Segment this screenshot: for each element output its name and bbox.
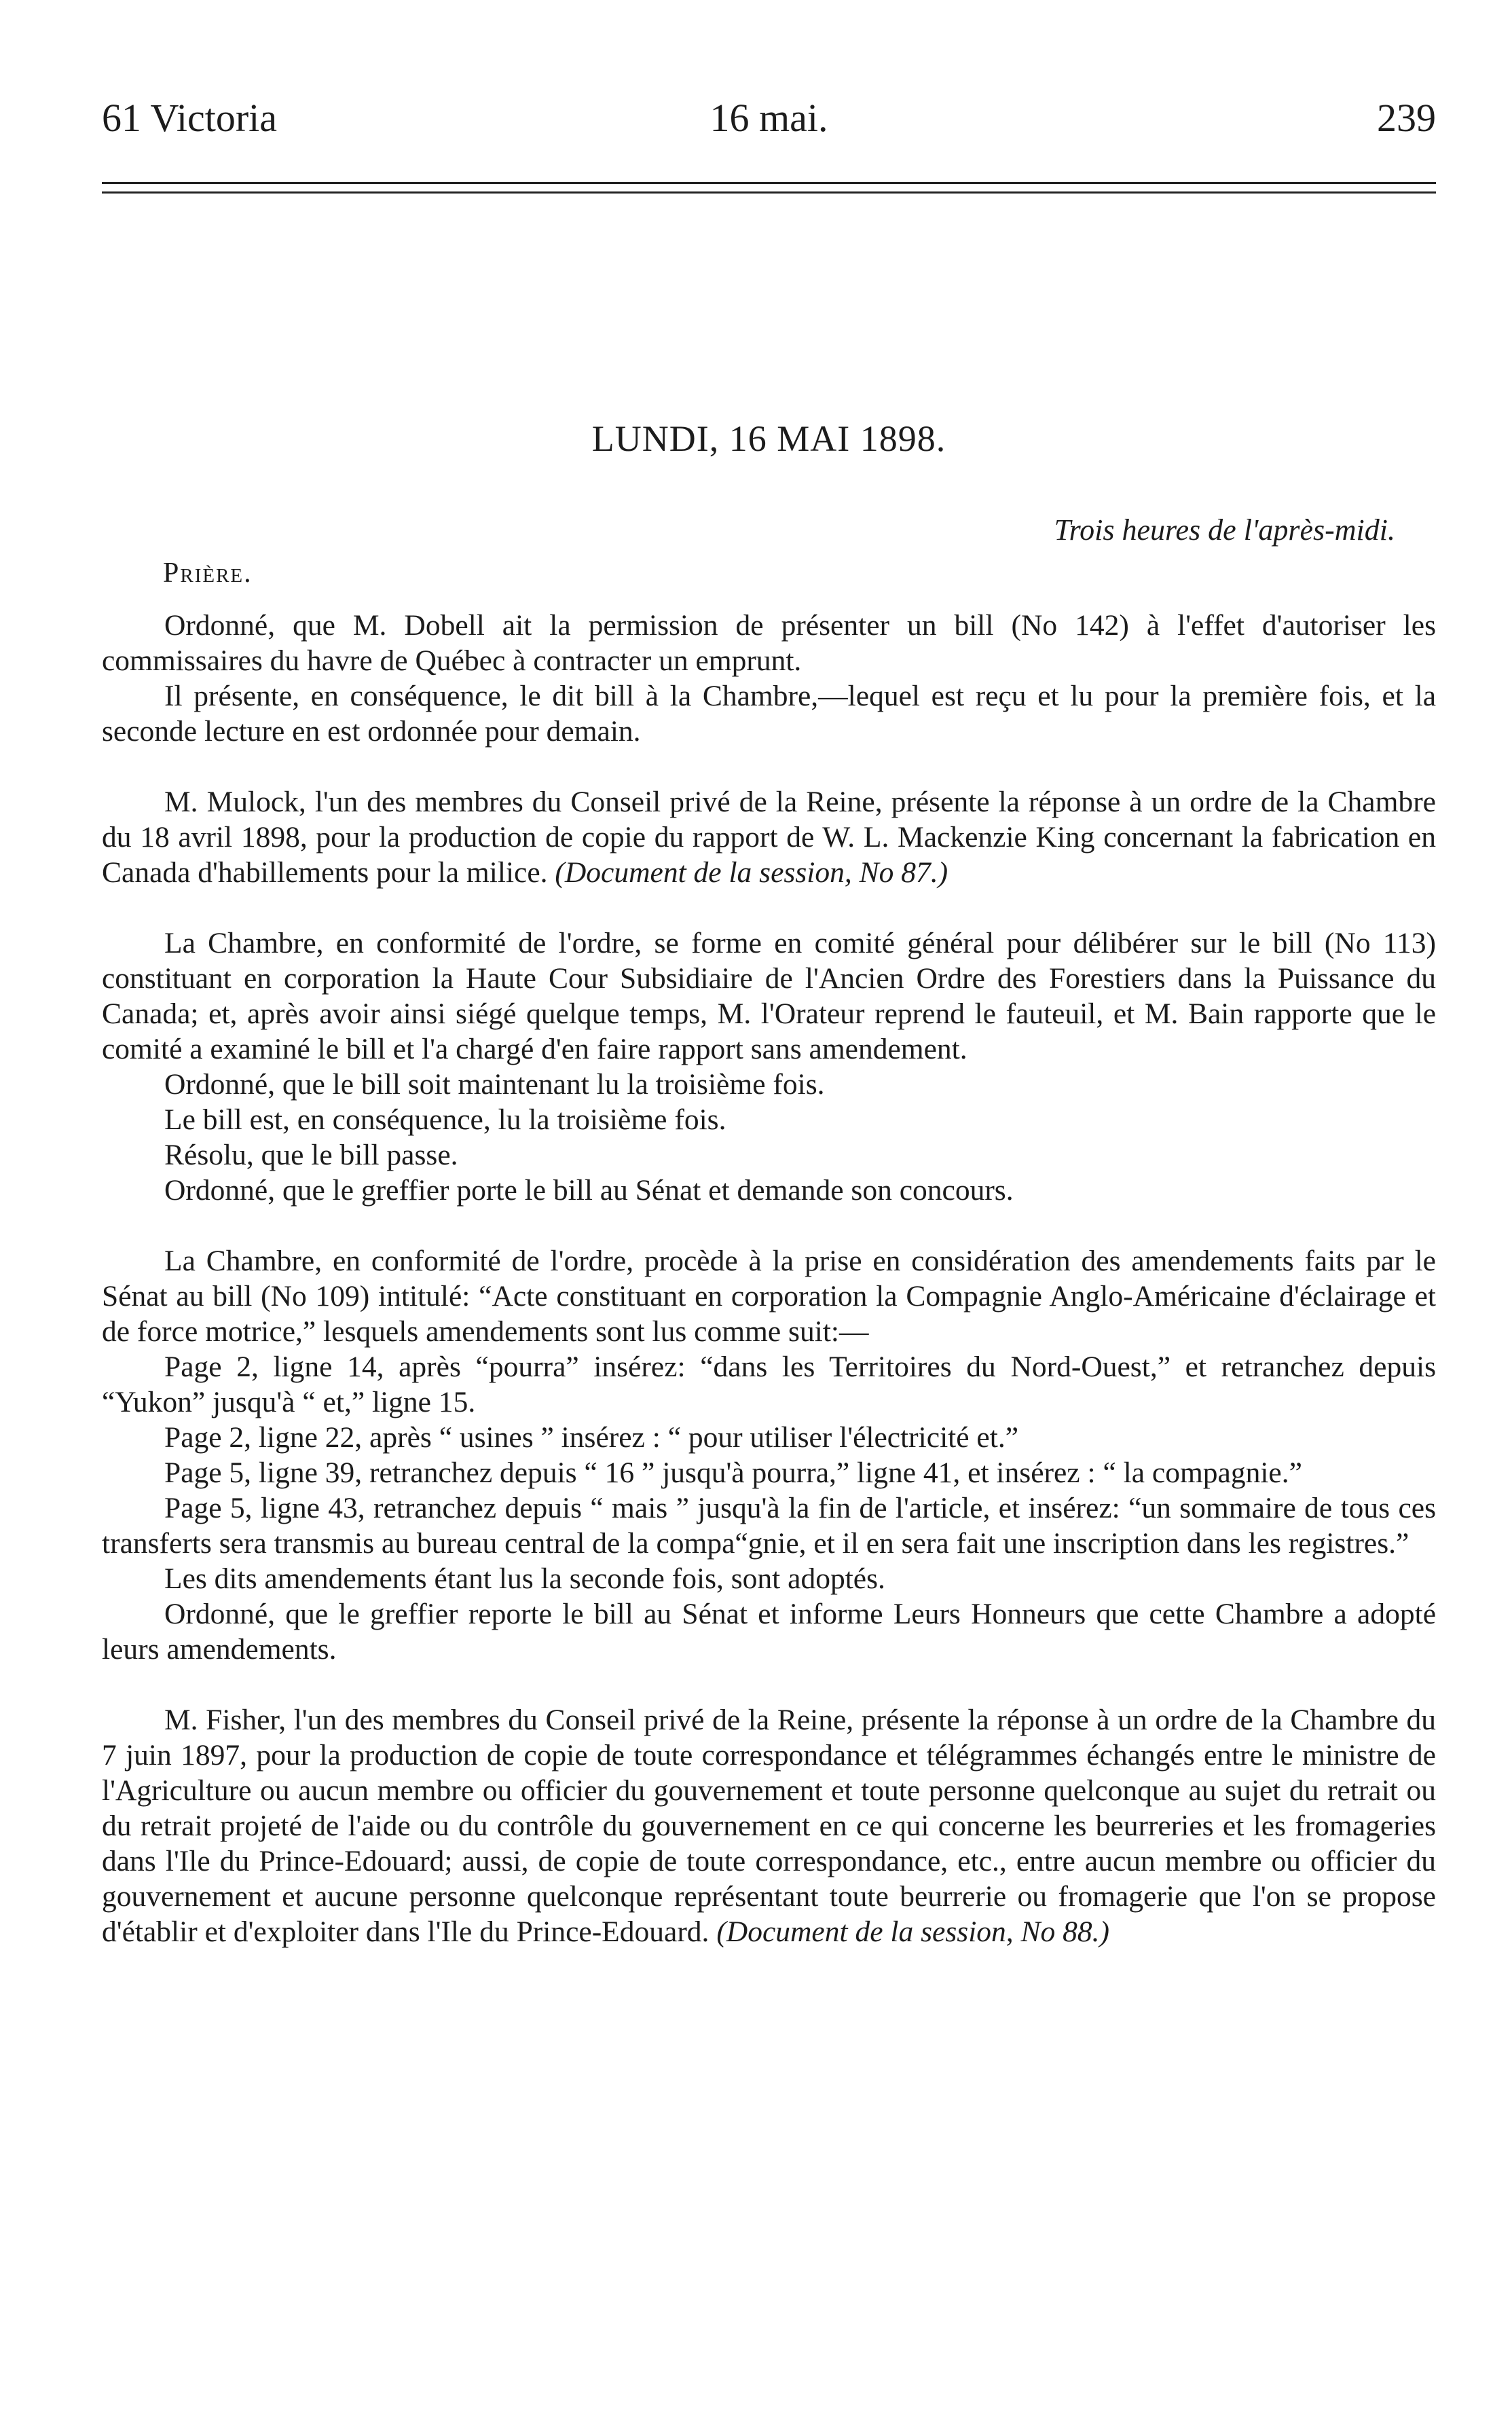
spacer (102, 890, 1436, 925)
sitting-date-title: LUNDI, 16 MAI 1898. (591, 418, 946, 459)
paragraph-mulock-return (102, 784, 1436, 890)
header-regnal-year: 61 Victoria (102, 96, 277, 140)
sessional-paper-ref-88: (Document de la session, No 88.) (716, 1915, 1110, 1948)
paragraph-senate-amendments: La Chambre, en conformité de l'ordre, procède à la prise en considération des amendements faits par le Sénat au bill (No 109) intitulé: “Acte constituant en corporation la Compagnie Anglo-Américaine d'éclairage et de force motrice,” lesquels amendements sont lus comme suit:— (102, 1245, 1436, 1348)
document-page (102, 0, 1436, 2422)
amendment-page5-line39: Page 5, ligne 39, retranchez depuis “ 16 ” jusqu'à pourra,” ligne 41, et insérez : “ la compagnie.” (164, 1456, 1302, 1489)
amendment-page2-line22: Page 2, ligne 22, après “ usines ” insérez : “ pour utiliser l'électricité et.” (164, 1421, 1018, 1454)
paragraph-inform-senate: Ordonné, que le greffier reporte le bill au Sénat et informe Leurs Honneurs que cette Chambre a adopté leurs amendements. (102, 1598, 1436, 1666)
sitting-time: Trois heures de l'après-midi. (1054, 513, 1395, 547)
fisher-return-text: M. Fisher, l'un des membres du Conseil privé de la Reine, présente la réponse à un ordre de la Chambre du 7 juin 1897, pour la production de copie de toute correspondance et télégrammes échangés entre le ministre de l'Agriculture ou aucun membre ou officier du gouvernement et toute personne quelconque au sujet du retrait ou du retrait projeté de l'aide ou du contrôle du gouvernement en ce qui concerne les beurreries et les fromageries dans l'Ile du Prince-Edouard; aussi, de copie de toute correspondance, etc., entre aucun membre ou officier du gouvernement et aucune personne quelconque représentant toute beurrerie ou fromagerie que l'on se propose d'établir et d'exploiter dans l'Ile du Prince-Edouard. (102, 1704, 1436, 1948)
running-head (102, 95, 1436, 149)
amendment-page5-line43: Page 5, ligne 43, retranchez depuis “ mais ” jusqu'à la fin de l'article, et insérez: “un sommaire de tous ces transferts sera transmis au bureau central de la compa“gnie, et il en sera fait une inscription dans les registres.” (102, 1492, 1436, 1560)
paragraph-bill-passed: Résolu, que le bill passe. (164, 1139, 458, 1171)
header-rule-top (102, 182, 1436, 184)
amendment-page2-line14: Page 2, ligne 14, après “pourra” insérez: “dans les Territoires du Nord-Ouest,” et retranchez depuis “Yukon” jusqu'à “ et,” ligne 15. (102, 1351, 1436, 1418)
paragraph-fisher-return (102, 1702, 1436, 1949)
sessional-paper-ref-87: (Document de la session, No 87.) (555, 856, 948, 889)
paragraph-third-reading-order: Ordonné, que le bill soit maintenant lu la troisième fois. (164, 1068, 825, 1101)
paragraph-third-reading: Le bill est, en conséquence, lu la troisième fois. (164, 1103, 726, 1136)
spacer (102, 749, 1436, 784)
paragraph-bill-first-reading: Il présente, en conséquence, le dit bill à la Chambre,—lequel est reçu et lu pour la première fois, et la seconde lecture en est ordonnée pour demain. (102, 680, 1436, 748)
spacer (102, 1208, 1436, 1243)
header-rule-bottom (102, 191, 1436, 194)
spacer (102, 1667, 1436, 1702)
mulock-return-text: M. Mulock, l'un des membres du Conseil privé de la Reine, présente la réponse à un ordre de la Chambre du 18 avril 1898, pour la production de copie du rapport de W. L. Mackenzie King concernant la fabrication en Canada d'habillements pour la milice. (102, 786, 1436, 889)
journal-body (102, 608, 1436, 1949)
page-number: 239 (1377, 96, 1436, 140)
header-date: 16 mai. (709, 96, 828, 140)
paragraph-dobell-bill: Ordonné, que M. Dobell ait la permission de présenter un bill (No 142) à l'effet d'autoriser les commissaires du havre de Québec à contracter un emprunt. (102, 609, 1436, 677)
priere-heading: Prière. (163, 557, 253, 589)
paragraph-senate-concurrence: Ordonné, que le greffier porte le bill au Sénat et demande son concours. (164, 1174, 1014, 1207)
paragraph-amendments-adopted: Les dits amendements étant lus la seconde fois, sont adoptés. (164, 1562, 885, 1595)
paragraph-committee-bill-113: La Chambre, en conformité de l'ordre, se forme en comité général pour délibérer sur le bill (No 113) constituant en corporation la Haute Cour Subsidiaire de l'Ancien Ordre des Forestiers dans la Puissance du Canada; et, après avoir ainsi siégé quelque temps, M. l'Orateur reprend le fauteuil, et M. Bain rapporte que le comité a examiné le bill et l'a chargé d'en faire rapport sans amendement. (102, 927, 1436, 1065)
